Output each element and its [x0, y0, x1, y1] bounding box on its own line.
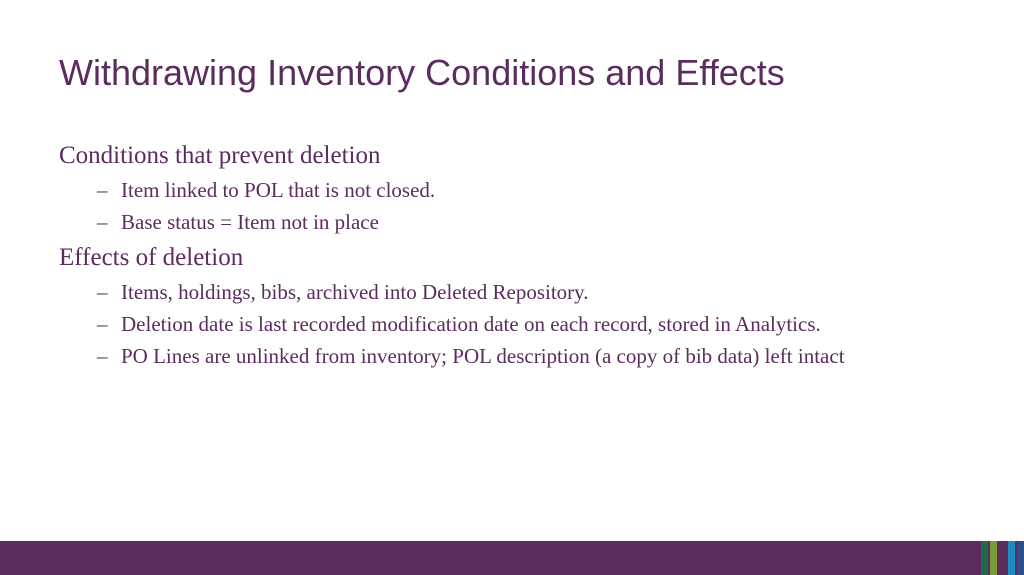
bullet-item	[59, 308, 989, 340]
bullet-text: PO Lines are unlinked from inventory; POL description (a copy of bib data) left intact	[121, 344, 845, 368]
bullet-item	[59, 174, 989, 206]
section-conditions	[59, 140, 989, 238]
slide-title: Withdrawing Inventory Conditions and Effects	[59, 52, 785, 93]
bullet-text: Base status = Item not in place	[121, 210, 379, 234]
brand-stripe	[1008, 541, 1015, 575]
section-effects	[59, 242, 989, 372]
bullet-text: Item linked to POL that is not closed.	[121, 178, 436, 202]
dash-bullet-icon: –	[97, 312, 108, 336]
bullet-item	[59, 206, 989, 238]
footer-bar	[0, 541, 1024, 575]
dash-bullet-icon: –	[97, 210, 108, 234]
bullet-list	[59, 174, 989, 238]
section-heading: Effects of deletion	[59, 244, 244, 271]
dash-bullet-icon: –	[97, 178, 108, 202]
bullet-list	[59, 276, 989, 372]
bullet-item	[59, 340, 989, 372]
section-heading: Conditions that prevent deletion	[59, 142, 381, 169]
dash-bullet-icon: –	[97, 344, 108, 368]
brand-stripe	[990, 541, 997, 575]
slide-content	[59, 140, 989, 376]
brand-stripes	[981, 541, 1024, 575]
dash-bullet-icon: –	[97, 280, 108, 304]
bullet-text: Items, holdings, bibs, archived into Deleted Repository.	[121, 280, 589, 304]
bullet-text: Deletion date is last recorded modification date on each record, stored in Analytics.	[121, 312, 821, 336]
bullet-item	[59, 276, 989, 308]
brand-stripe	[981, 541, 988, 575]
brand-stripe	[1017, 541, 1024, 575]
brand-stripe	[999, 541, 1006, 575]
